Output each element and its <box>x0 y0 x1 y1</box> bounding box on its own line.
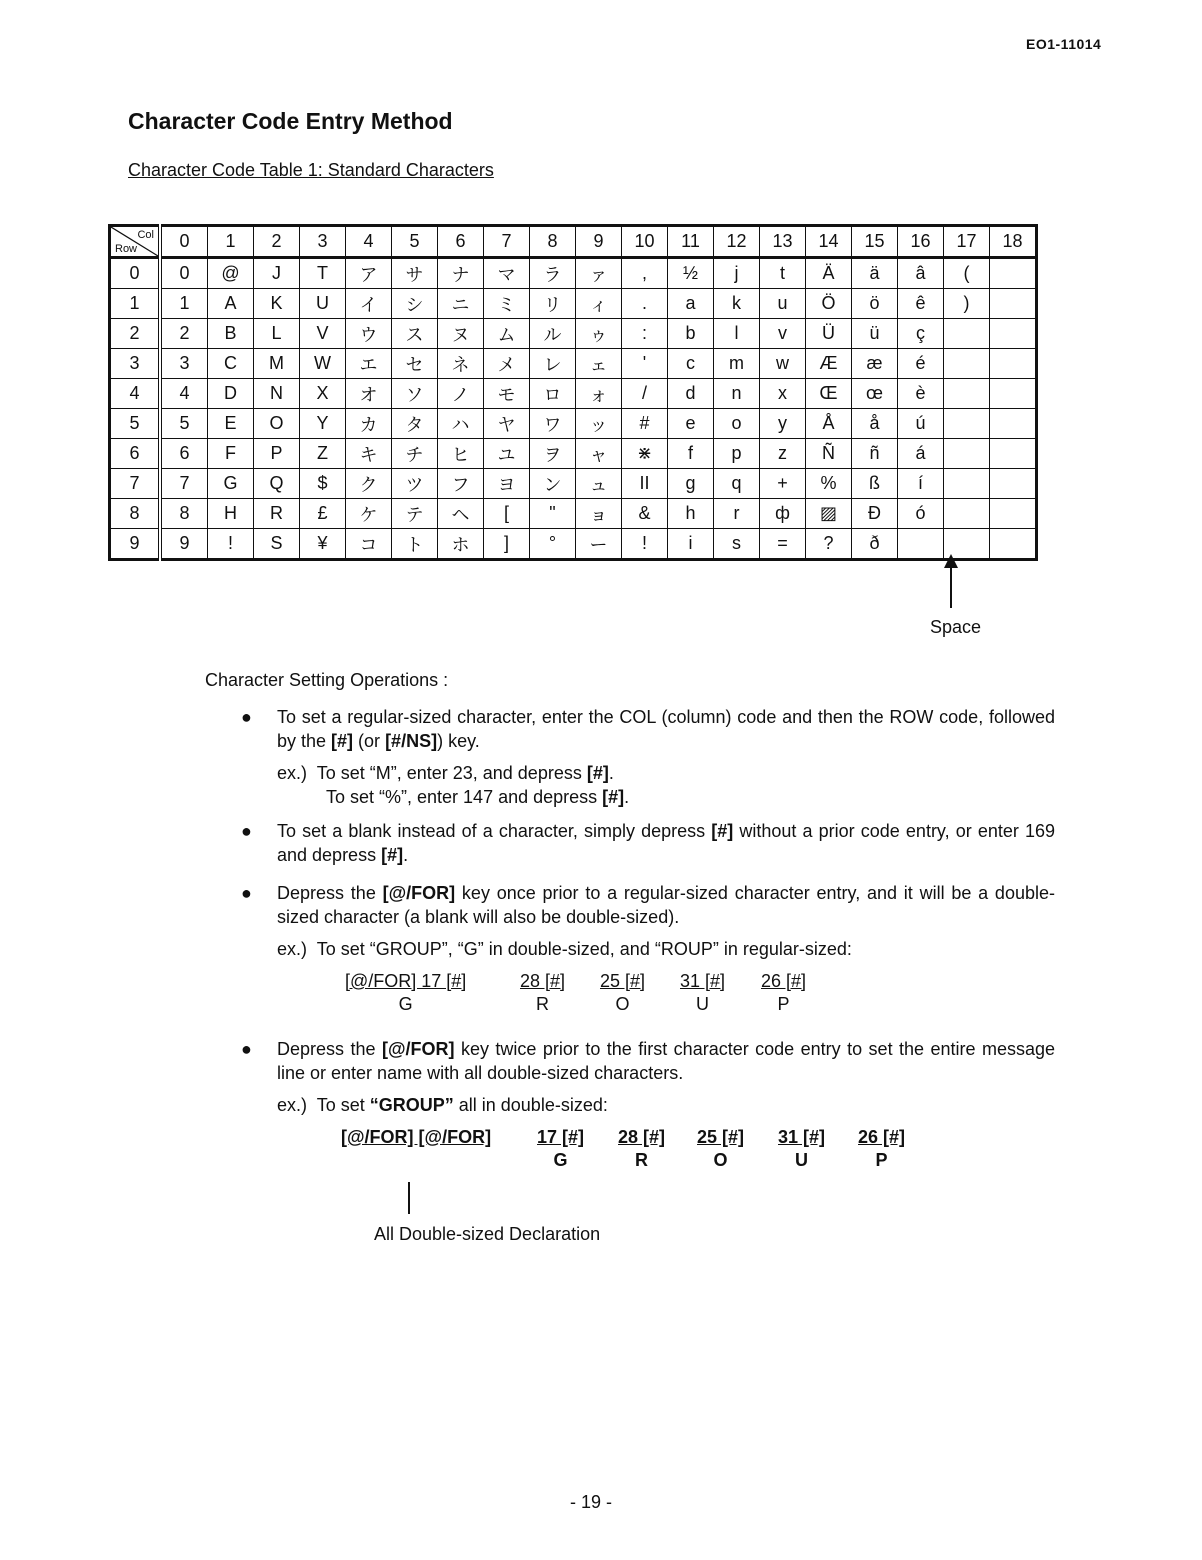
char-cell: j <box>714 258 760 289</box>
col-header: 13 <box>760 226 806 258</box>
key-sequence-step <box>600 971 645 1015</box>
char-cell <box>944 379 990 409</box>
char-cell: ネ <box>438 349 484 379</box>
char-cell: H <box>208 499 254 529</box>
char-cell: Z <box>300 439 346 469</box>
char-cell: % <box>806 469 852 499</box>
char-cell: T <box>300 258 346 289</box>
key-code: 28 [#] <box>520 971 566 991</box>
char-cell: Å <box>806 409 852 439</box>
space-label: Space <box>930 617 982 637</box>
char-cell: ョ <box>576 499 622 529</box>
char-cell: キ <box>346 439 392 469</box>
col-header: 12 <box>714 226 760 258</box>
char-cell: ィ <box>576 289 622 319</box>
char-cell <box>990 289 1037 319</box>
key-sequence-step <box>697 1127 744 1171</box>
char-cell: オ <box>346 379 392 409</box>
key-code: 26 [#] <box>761 971 807 991</box>
col-header: 18 <box>990 226 1037 258</box>
char-cell: F <box>208 439 254 469</box>
char-cell: ウ <box>346 319 392 349</box>
char-cell <box>990 319 1037 349</box>
char-cell: & <box>622 499 668 529</box>
resulting-letter: P <box>875 1150 888 1170</box>
operations-title: Character Setting Operations : <box>205 670 449 690</box>
char-cell: テ <box>392 499 438 529</box>
char-cell: イ <box>346 289 392 319</box>
char-cell: ホ <box>438 529 484 560</box>
char-cell: ヒ <box>438 439 484 469</box>
char-cell: r <box>714 499 760 529</box>
char-cell: k <box>714 289 760 319</box>
table-row <box>110 379 1037 409</box>
row-header: 6 <box>110 439 161 469</box>
resulting-letter: G <box>553 1150 568 1170</box>
char-cell: f <box>668 439 714 469</box>
key-code: 17 [#] <box>537 1127 585 1147</box>
char-cell: X <box>300 379 346 409</box>
char-cell: コ <box>346 529 392 560</box>
instruction-regular-size: ● To set a regular-sized character, enter the COL (column) code and then the ROW code, followed by the [#] (or [#/NS]) key. <box>241 707 1055 751</box>
row-header: 1 <box>110 289 161 319</box>
char-cell: ヤ <box>484 409 530 439</box>
row-header: 9 <box>110 529 161 560</box>
char-cell: ハ <box>438 409 484 439</box>
declaration-label: All Double-sized Declaration <box>374 1224 601 1244</box>
resulting-letter: R <box>536 994 550 1014</box>
char-cell: t <box>760 258 806 289</box>
char-cell: a <box>668 289 714 319</box>
char-cell: ワ <box>530 409 576 439</box>
char-cell: D <box>208 379 254 409</box>
char-cell: チ <box>392 439 438 469</box>
table-row <box>110 289 1037 319</box>
col-header: 2 <box>254 226 300 258</box>
char-cell: n <box>714 379 760 409</box>
char-cell: p <box>714 439 760 469</box>
char-cell: = <box>760 529 806 560</box>
char-cell: ル <box>530 319 576 349</box>
char-cell: ヨ <box>484 469 530 499</box>
char-cell <box>990 469 1037 499</box>
resulting-letter: O <box>713 1150 728 1170</box>
char-cell: ⋇ <box>622 439 668 469</box>
char-cell: W <box>300 349 346 379</box>
char-cell: y <box>760 409 806 439</box>
char-cell: ソ <box>392 379 438 409</box>
table-row <box>110 469 1037 499</box>
key-code: 25 [#] <box>697 1127 745 1147</box>
instruction-double-size-twice: ● Depress the [@/FOR] key twice prior to the first character code entry to set the entire message line or enter name with all double-sized characters. <box>241 1039 1055 1083</box>
char-cell <box>990 439 1037 469</box>
char-cell: Q <box>254 469 300 499</box>
char-cell <box>990 499 1037 529</box>
table-caption: Character Code Table 1: Standard Characters <box>128 160 494 180</box>
col-header: 5 <box>392 226 438 258</box>
char-cell: ( <box>944 258 990 289</box>
key-code: 25 [#] <box>600 971 646 991</box>
char-cell <box>944 409 990 439</box>
char-cell: ヲ <box>530 439 576 469</box>
char-cell: ) <box>944 289 990 319</box>
char-cell: ] <box>484 529 530 560</box>
char-cell: ½ <box>668 258 714 289</box>
char-cell <box>990 258 1037 289</box>
char-cell: K <box>254 289 300 319</box>
char-cell: II <box>622 469 668 499</box>
char-cell: 7 <box>160 469 208 499</box>
key-code: 28 [#] <box>618 1127 666 1147</box>
char-cell: x <box>760 379 806 409</box>
char-cell: ー <box>576 529 622 560</box>
table-row <box>110 499 1037 529</box>
col-header: 6 <box>438 226 484 258</box>
char-cell: ß <box>852 469 898 499</box>
char-cell: ト <box>392 529 438 560</box>
key-sequence-step <box>761 971 806 1015</box>
char-cell <box>944 499 990 529</box>
character-setting-operations <box>205 670 1055 1193</box>
char-cell: ö <box>852 289 898 319</box>
key-sequence-step <box>341 1127 491 1150</box>
char-cell: V <box>300 319 346 349</box>
char-cell: 8 <box>160 499 208 529</box>
char-cell: N <box>254 379 300 409</box>
row-header: 4 <box>110 379 161 409</box>
char-cell: m <box>714 349 760 379</box>
char-cell: ü <box>852 319 898 349</box>
char-cell: ロ <box>530 379 576 409</box>
key-sequence-mixed <box>205 971 1055 1025</box>
row-header: 0 <box>110 258 161 289</box>
char-cell: G <box>208 469 254 499</box>
key-sequence-step <box>680 971 725 1015</box>
char-cell: メ <box>484 349 530 379</box>
char-cell: Œ <box>806 379 852 409</box>
col-header: 15 <box>852 226 898 258</box>
char-cell: â <box>898 258 944 289</box>
char-cell: ' <box>622 349 668 379</box>
example-regular-size: ex.) To set “M”, enter 23, and depress [#]. To set “%”, enter 147 and depress [#]. <box>277 763 630 807</box>
key-sequence-step <box>858 1127 905 1171</box>
char-cell: R <box>254 499 300 529</box>
char-cell: ム <box>484 319 530 349</box>
char-cell: + <box>760 469 806 499</box>
char-cell: [ <box>484 499 530 529</box>
char-cell <box>990 409 1037 439</box>
char-cell: ó <box>898 499 944 529</box>
char-cell: カ <box>346 409 392 439</box>
char-cell: ヘ <box>438 499 484 529</box>
column-header-row <box>110 226 1037 258</box>
table-corner-header <box>110 226 161 258</box>
char-cell: s <box>714 529 760 560</box>
char-cell: Ü <box>806 319 852 349</box>
resulting-letter: R <box>635 1150 649 1170</box>
char-cell: i <box>668 529 714 560</box>
space-arrow-icon <box>940 554 962 610</box>
key-sequence-step <box>618 1127 665 1171</box>
char-cell: Ä <box>806 258 852 289</box>
char-cell: £ <box>300 499 346 529</box>
char-cell <box>990 349 1037 379</box>
char-cell: 3 <box>160 349 208 379</box>
col-header: 10 <box>622 226 668 258</box>
example-group-mixed: ex.) To set “GROUP”, “G” in double-sized, and “ROUP” in regular-sized: <box>277 939 852 959</box>
page-number: - 19 - <box>570 1492 613 1512</box>
col-header: 4 <box>346 226 392 258</box>
char-cell: ф <box>760 499 806 529</box>
char-cell: ゥ <box>576 319 622 349</box>
char-cell: d <box>668 379 714 409</box>
instruction-double-size-once: ● Depress the [@/FOR] key once prior to a regular-sized character entry, and it will be a double-sized character (a blank will also be double-sized). <box>241 883 1055 927</box>
char-cell: ユ <box>484 439 530 469</box>
char-cell: c <box>668 349 714 379</box>
bullet-icon: ● <box>241 821 252 841</box>
col-header: 7 <box>484 226 530 258</box>
char-cell: æ <box>852 349 898 379</box>
char-cell: エ <box>346 349 392 379</box>
char-cell: h <box>668 499 714 529</box>
example-group-double: ex.) To set “GROUP” all in double-sized: <box>277 1095 608 1115</box>
character-code-table <box>108 224 1038 561</box>
char-cell: E <box>208 409 254 439</box>
char-cell: o <box>714 409 760 439</box>
char-cell: ォ <box>576 379 622 409</box>
char-cell: g <box>668 469 714 499</box>
col-header: 8 <box>530 226 576 258</box>
char-cell: M <box>254 349 300 379</box>
page-title: Character Code Entry Method <box>128 108 453 134</box>
col-header: 16 <box>898 226 944 258</box>
char-cell: ッ <box>576 409 622 439</box>
row-header: 2 <box>110 319 161 349</box>
key-sequence-step <box>345 971 466 1015</box>
char-cell: J <box>254 258 300 289</box>
char-cell <box>944 349 990 379</box>
char-cell: 9 <box>160 529 208 560</box>
char-cell: ナ <box>438 258 484 289</box>
document-id: EO1-11014 <box>1026 36 1102 52</box>
char-cell: ! <box>208 529 254 560</box>
char-cell <box>944 439 990 469</box>
bullet-icon: ● <box>241 707 252 727</box>
char-cell: ° <box>530 529 576 560</box>
table-row <box>110 258 1037 289</box>
char-cell: サ <box>392 258 438 289</box>
resulting-letter: G <box>398 994 413 1014</box>
row-header: 3 <box>110 349 161 379</box>
char-cell: U <box>300 289 346 319</box>
char-cell: Ñ <box>806 439 852 469</box>
key-sequence-double <box>205 1127 1055 1181</box>
char-cell: ? <box>806 529 852 560</box>
char-cell: é <box>898 349 944 379</box>
char-cell: ä <box>852 258 898 289</box>
char-cell: ン <box>530 469 576 499</box>
char-cell: リ <box>530 289 576 319</box>
char-cell: : <box>622 319 668 349</box>
char-cell: ð <box>852 529 898 560</box>
col-header: 1 <box>208 226 254 258</box>
char-cell: ミ <box>484 289 530 319</box>
table-row <box>110 319 1037 349</box>
char-cell: ク <box>346 469 392 499</box>
char-cell: P <box>254 439 300 469</box>
char-cell: ケ <box>346 499 392 529</box>
char-cell: " <box>530 499 576 529</box>
char-cell: w <box>760 349 806 379</box>
key-code: 31 [#] <box>680 971 726 991</box>
char-cell: 6 <box>160 439 208 469</box>
col-header: 9 <box>576 226 622 258</box>
table-row <box>110 439 1037 469</box>
char-cell: 0 <box>160 258 208 289</box>
key-sequence-step <box>520 971 565 1015</box>
char-cell: e <box>668 409 714 439</box>
key-sequence-step <box>537 1127 584 1171</box>
resulting-letter: O <box>615 994 630 1014</box>
char-cell: í <box>898 469 944 499</box>
char-cell: O <box>254 409 300 439</box>
key-sequence-step <box>778 1127 825 1171</box>
char-cell: ュ <box>576 469 622 499</box>
char-cell: $ <box>300 469 346 499</box>
char-cell: ヌ <box>438 319 484 349</box>
bullet-icon: ● <box>241 883 252 903</box>
corner-row-label: Row <box>115 243 138 255</box>
resulting-letter: U <box>696 994 710 1014</box>
char-cell: ェ <box>576 349 622 379</box>
char-cell: ャ <box>576 439 622 469</box>
char-cell: , <box>622 258 668 289</box>
table-row <box>110 409 1037 439</box>
char-cell: セ <box>392 349 438 379</box>
row-header: 5 <box>110 409 161 439</box>
char-cell: ¥ <box>300 529 346 560</box>
table-body <box>110 258 1037 560</box>
char-cell: œ <box>852 379 898 409</box>
char-cell <box>990 379 1037 409</box>
char-cell <box>944 469 990 499</box>
char-cell: シ <box>392 289 438 319</box>
char-cell: フ <box>438 469 484 499</box>
char-cell: b <box>668 319 714 349</box>
char-cell: v <box>760 319 806 349</box>
key-code: [@/FOR] 17 [#] <box>345 971 467 991</box>
char-cell: Æ <box>806 349 852 379</box>
col-header: 14 <box>806 226 852 258</box>
char-cell: q <box>714 469 760 499</box>
char-cell: å <box>852 409 898 439</box>
corner-col-label: Col <box>137 229 154 241</box>
key-code: 31 [#] <box>778 1127 826 1147</box>
char-cell <box>898 529 944 560</box>
char-cell: ñ <box>852 439 898 469</box>
char-cell: / <box>622 379 668 409</box>
char-cell: . <box>622 289 668 319</box>
char-cell: ノ <box>438 379 484 409</box>
char-cell: C <box>208 349 254 379</box>
declaration-pointer-line <box>408 1182 410 1214</box>
char-cell: マ <box>484 258 530 289</box>
resulting-letter: U <box>795 1150 809 1170</box>
col-header: 3 <box>300 226 346 258</box>
char-cell: ú <box>898 409 944 439</box>
key-code: 26 [#] <box>858 1127 906 1147</box>
char-cell: 1 <box>160 289 208 319</box>
char-cell: 2 <box>160 319 208 349</box>
key-code: [@/FOR] [@/FOR] <box>341 1127 492 1147</box>
bullet-icon: ● <box>241 1039 252 1059</box>
col-header: 11 <box>668 226 714 258</box>
char-cell: レ <box>530 349 576 379</box>
char-cell: 5 <box>160 409 208 439</box>
char-cell: ê <box>898 289 944 319</box>
row-header: 8 <box>110 499 161 529</box>
char-cell: z <box>760 439 806 469</box>
char-cell: Ð <box>852 499 898 529</box>
char-cell: u <box>760 289 806 319</box>
char-cell: è <box>898 379 944 409</box>
table-row <box>110 529 1037 560</box>
char-cell: ア <box>346 258 392 289</box>
char-cell <box>990 529 1037 560</box>
col-header: 0 <box>160 226 208 258</box>
resulting-letter: P <box>777 994 790 1014</box>
char-cell: ! <box>622 529 668 560</box>
char-cell: ニ <box>438 289 484 319</box>
char-cell: ▨ <box>806 499 852 529</box>
char-cell: ツ <box>392 469 438 499</box>
char-cell: l <box>714 319 760 349</box>
char-cell: Y <box>300 409 346 439</box>
char-cell: ラ <box>530 258 576 289</box>
char-cell: L <box>254 319 300 349</box>
char-cell: á <box>898 439 944 469</box>
char-cell: タ <box>392 409 438 439</box>
char-cell: 4 <box>160 379 208 409</box>
row-header: 7 <box>110 469 161 499</box>
char-cell: @ <box>208 258 254 289</box>
char-cell: ス <box>392 319 438 349</box>
instruction-blank: ● To set a blank instead of a character, simply depress [#] without a prior code entry, or enter 169 and depress [#]. <box>241 821 1055 865</box>
char-cell <box>944 319 990 349</box>
char-cell: モ <box>484 379 530 409</box>
char-cell: ç <box>898 319 944 349</box>
char-cell: # <box>622 409 668 439</box>
char-cell: Ö <box>806 289 852 319</box>
table-row <box>110 349 1037 379</box>
char-cell: S <box>254 529 300 560</box>
char-cell: A <box>208 289 254 319</box>
char-cell: ァ <box>576 258 622 289</box>
col-header: 17 <box>944 226 990 258</box>
char-cell: B <box>208 319 254 349</box>
